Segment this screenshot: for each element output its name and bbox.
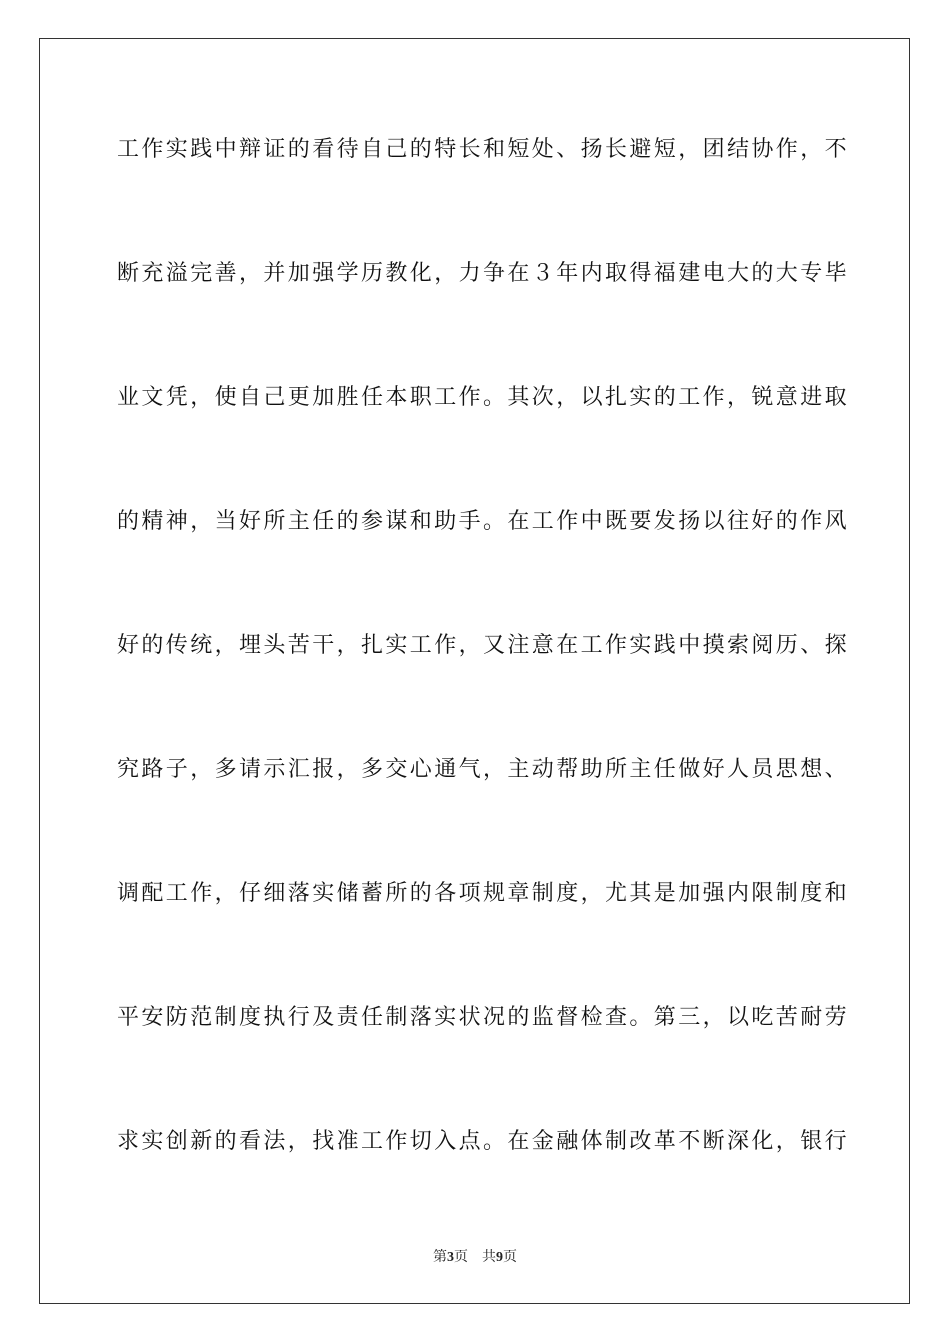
current-page-number: 3 — [447, 1250, 454, 1265]
text-line: 调配工作，仔细落实储蓄所的各项规章制度，尤其是加强内限制度和 — [117, 881, 850, 906]
page-footer — [0, 1247, 950, 1268]
text-line: 业文凭，使自己更加胜任本职工作。其次，以扎实的工作，锐意进取 — [117, 385, 850, 410]
text-line: 的精神，当好所主任的参谋和助手。在工作中既要发扬以往好的作风 — [117, 509, 850, 534]
document-body — [117, 128, 850, 1244]
text-line: 断充溢完善，并加强学历教化，力争在３年内取得福建电大的大专毕 — [117, 261, 850, 286]
total-suffix: 页 — [503, 1249, 517, 1265]
total-page-count: 9 — [496, 1250, 503, 1265]
text-line: 求实创新的看法，找准工作切入点。在金融体制改革不断深化，银行 — [117, 1129, 850, 1154]
page-suffix: 页 — [454, 1249, 468, 1265]
text-line: 好的传统，埋头苦干，扎实工作，又注意在工作实践中摸索阅历、探 — [117, 633, 850, 658]
page-prefix: 第 — [433, 1249, 447, 1265]
total-prefix: 共 — [482, 1249, 496, 1265]
text-line: 平安防范制度执行及责任制落实状况的监督检查。第三，以吃苦耐劳 — [117, 1005, 850, 1030]
text-line: 究路子，多请示汇报，多交心通气，主动帮助所主任做好人员思想、 — [117, 757, 850, 782]
text-line: 工作实践中辩证的看待自己的特长和短处、扬长避短，团结协作，不 — [117, 137, 850, 162]
